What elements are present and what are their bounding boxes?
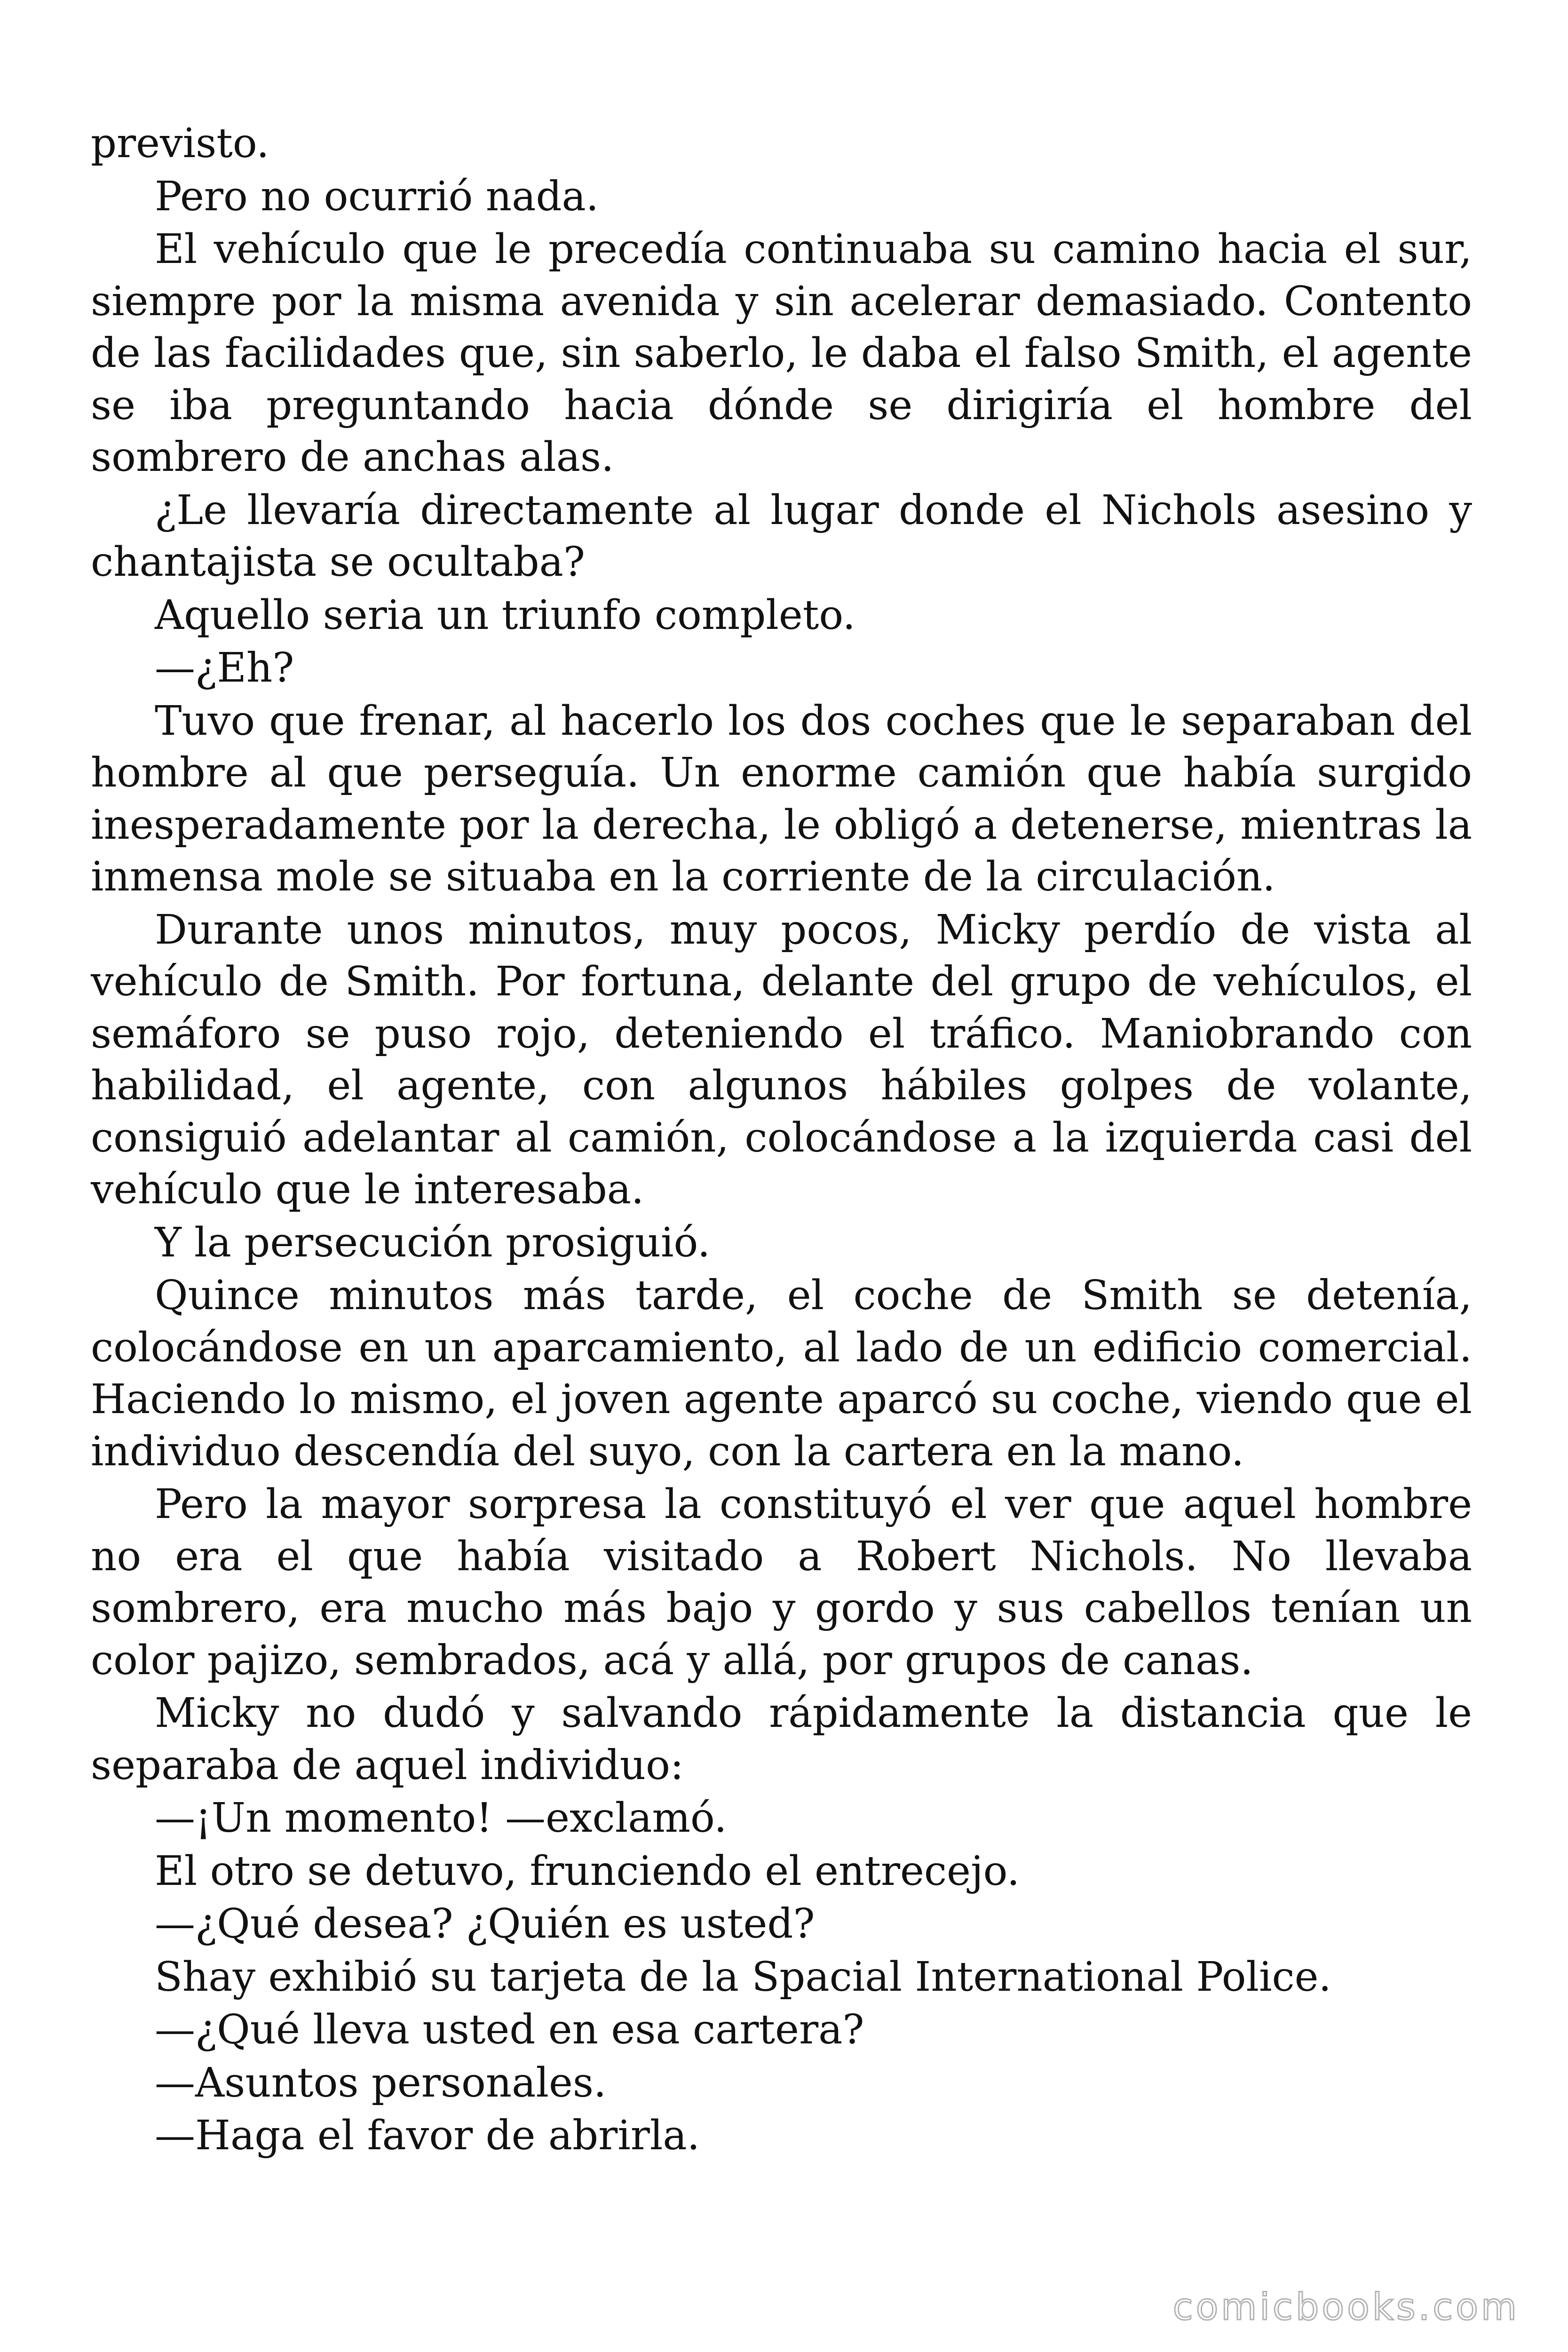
- paragraph: Pero no ocurrió nada.: [155, 173, 599, 220]
- paragraph: Aquello seria un triunfo completo.: [155, 591, 855, 639]
- paragraph: Micky no dudó y salvando rápidamente la distancia que le separaba de aquel individuo:: [91, 1690, 1472, 1789]
- paragraph: Pero la mayor sorpresa la constituyó el ver que aquel hombre no era el que había visitado a Robert Nichols. No llevaba sombrero, era mucho más bajo y gordo y sus cabellos tenían un color pajizo, sembrados, acá y allá, por grupos de canas.: [91, 1481, 1472, 1684]
- paragraph: Y la persecución prosiguió.: [155, 1219, 711, 1266]
- paragraph: Durante unos minutos, muy pocos, Micky perdío de vista al vehículo de Smith. Por fortuna, delante del grupo de vehículos, el semáforo se puso rojo, deteniendo el tráfico. Maniobrando con habilidad, el agente, con algunos hábiles golpes de volante, consiguió adelantar al camión, colocándose a la izquierda casi del vehículo que le interesaba.: [91, 906, 1472, 1213]
- paragraph: Shay exhibió su tarjeta de la Spacial International Police.: [155, 1953, 1331, 2001]
- paragraph: —Haga el favor de abrirla.: [155, 2112, 700, 2159]
- paragraph: —¿Qué desea? ¿Quién es usted?: [155, 1900, 815, 1947]
- paragraph: —¿Qué lleva usted en esa cartera?: [155, 2006, 864, 2053]
- body-text: [91, 118, 1472, 2163]
- paragraph: El otro se detuvo, frunciendo el entrecejo.: [155, 1847, 1020, 1895]
- watermark: comicbooks.com: [1172, 2286, 1520, 2328]
- paragraph: —¡Un momento! —exclamó.: [155, 1795, 727, 1842]
- paragraph: previsto.: [91, 120, 269, 167]
- paragraph: —¿Eh?: [155, 644, 294, 691]
- paragraph: —Asuntos personales.: [155, 2059, 607, 2106]
- paragraph: ¿Le llevaría directamente al lugar donde el Nichols asesino y chantajista se ocultaba?: [91, 486, 1472, 586]
- paragraph: El vehículo que le precedía continuaba su camino hacia el sur, siempre por la misma avenida y sin acelerar demasiado. Contento de las facilidades que, sin saberlo, le daba el falso Smith, el agente se iba preguntando hacia dónde se dirigiría el hombre del sombrero de anchas alas.: [91, 226, 1472, 481]
- paragraph: Quince minutos más tarde, el coche de Smith se detenía, colocándose en un aparcamiento, al lado de un edificio comercial. Haciendo lo mismo, el joven agente aparcó su coche, viendo que el individuo descendía del suyo, con la cartera en la mano.: [91, 1272, 1472, 1475]
- paragraph: Tuvo que frenar, al hacerlo los dos coches que le separaban del hombre al que perseguía. Un enorme camión que había surgido inesperadamente por la derecha, le obligó a detenerse, mientras la inmensa mole se situaba en la corriente de la circulación.: [91, 697, 1472, 900]
